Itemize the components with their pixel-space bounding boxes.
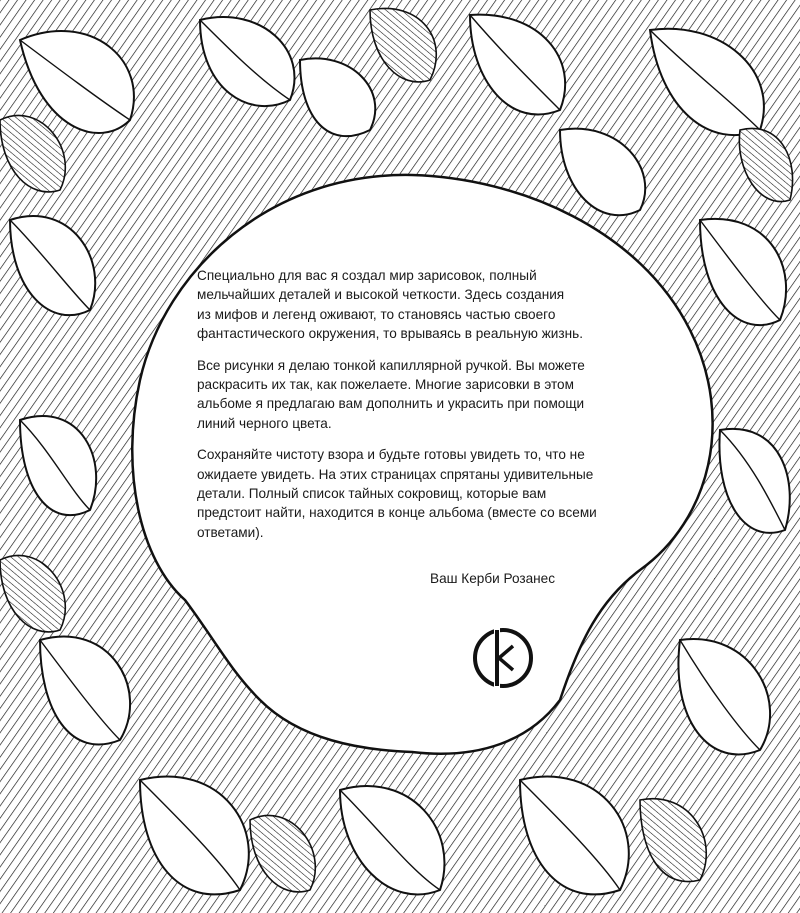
intro-paragraph-3: Сохраняйте чистоту взора и будьте готовы увидеть то, что не ожидаете увидеть. На этих страницах спрятаны удивительные детали. Полный список тайных сокровищ, которые вам предстоит найти, находится в конце альбома (вместе со всеми ответами). bbox=[197, 447, 597, 540]
intro-paragraph-1: Специально для вас я создал мир зарисовок, полный мельчайших деталей и высокой четкости. Здесь создания из мифов и легенд оживают, то становясь частью своего фантастического окружения, то врываясь в реальную жизнь. bbox=[197, 268, 583, 342]
author-signature: Ваш Керби Розанес bbox=[430, 571, 556, 586]
intro-paragraph-2: Все рисунки я делаю тонкой капиллярной ручкой. Вы можете раскрасить их так, как пожелаете. Многие зарисовки в этом альбоме я предлагаю вам дополнить и украсить при помощи линий черного цвета. bbox=[197, 357, 585, 431]
kr-monogram-icon bbox=[469, 624, 537, 692]
intro-text bbox=[197, 266, 627, 554]
